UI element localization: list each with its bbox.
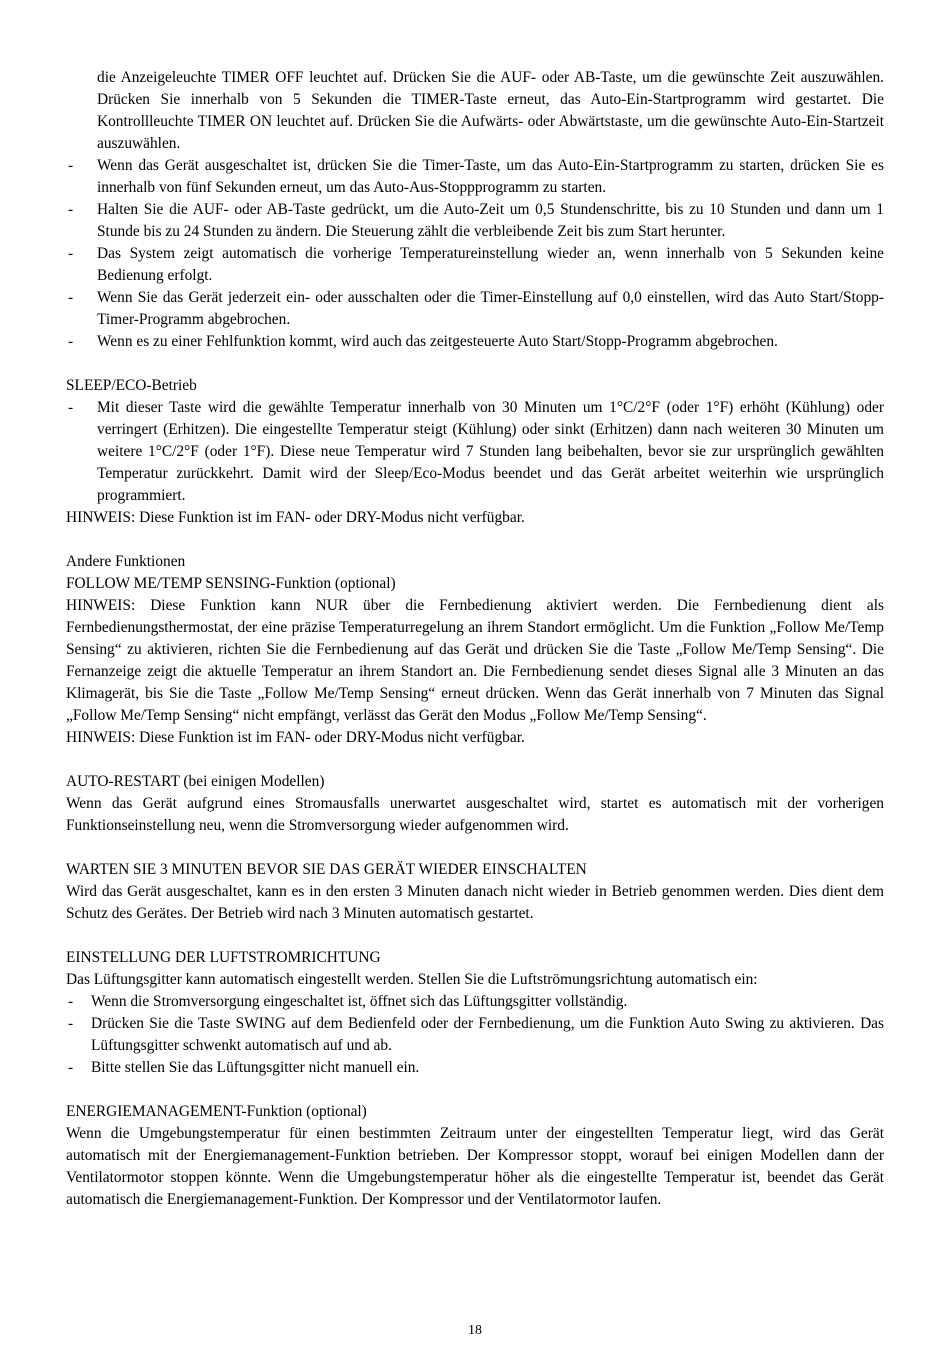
other-functions-heading: Andere Funktionen bbox=[66, 553, 186, 570]
list-item-text: Wenn das Gerät ausgeschaltet ist, drücken Sie die Timer-Taste, um das Auto-Ein-Startprogramm zu starten, drücken Sie es innerhalb von fünf Sekunden erneut, um das Auto-Aus-Stoppprogramm zu starten. bbox=[97, 157, 884, 196]
energy-management-paragraph: Wenn die Umgebungstemperatur für einen bestimmten Zeitraum unter der eingestellten Temperatur liegt, wird das Gerät automatisch mit der Energiemanagement-Funktion betrieben. Der Kompressor stoppt, worauf bei einigen Modellen dann der Ventilatormotor stoppen könnte. Wenn die Umgebungstemperatur höher als die eingestellte Temperatur ist, beendet das Gerät automatisch die Energiemanagement-Funktion. Der Kompressor und der Ventilatormotor laufen. bbox=[66, 1125, 884, 1208]
list-item bbox=[66, 243, 884, 287]
list-item-text: Das System zeigt automatisch die vorherige Temperatureinstellung wieder an, wenn innerhalb von 5 Sekunden keine Bedienung erfolgt. bbox=[97, 245, 884, 284]
list-item bbox=[66, 199, 884, 243]
list-item-text: Drücken Sie die Taste SWING auf dem Bedienfeld oder der Fernbedienung, um die Funktion Auto Swing zu aktivieren. Das Lüftungsgitter schwenkt automatisch auf und ab. bbox=[91, 1015, 884, 1054]
wait-3-minutes-paragraph: Wird das Gerät ausgeschaltet, kann es in den ersten 3 Minuten danach nicht wieder in Betrieb genommen werden. Dies dient dem Schutz des Gerätes. Der Betrieb wird nach 3 Minuten automatisch gestartet. bbox=[66, 883, 884, 922]
sleep-eco-description: Mit dieser Taste wird die gewählte Temperatur innerhalb von 30 Minuten um 1°C/2°F (oder 1°F) erhöht (Kühlung) oder verringert (Erhitzen). Die eingestellte Temperatur steigt (Kühlung) oder sinkt (Erhitzen) dann nach weiteren 30 Minuten um weitere 1°C/2°F (oder 1°F). Diese neue Temperatur wird 7 Stunden lang beibehalten, bevor sie zur ursprünglich gewählten Temperatur zurückkehrt. Damit wird der Sleep/Eco-Modus beendet und das Gerät arbeitet weiterhin wie ursprünglich programmiert. bbox=[97, 399, 884, 504]
bullet-dash: - bbox=[68, 289, 74, 306]
list-item-text: Wenn die Stromversorgung eingeschaltet ist, öffnet sich das Lüftungsgitter vollständig. bbox=[91, 993, 628, 1010]
wait-3-minutes-heading: WARTEN SIE 3 MINUTEN BEVOR SIE DAS GERÄT WIEDER EINSCHALTEN bbox=[66, 861, 587, 878]
list-item bbox=[66, 397, 884, 507]
list-item bbox=[66, 1057, 884, 1079]
airflow-paragraph: Das Lüftungsgitter kann automatisch eingestellt werden. Stellen Sie die Luftströmungsrichtung automatisch ein: bbox=[66, 971, 758, 988]
list-item-text: Halten Sie die AUF- oder AB-Taste gedrückt, um die Auto-Zeit um 0,5 Stundenschritte, bis zu 10 Stunden und dann um 1 Stunde bis zu 24 Stunden zu ändern. Die Steuerung zählt die verbleibende Zeit bis zum Start herunter. bbox=[97, 201, 884, 240]
auto-restart-heading: AUTO-RESTART (bei einigen Modellen) bbox=[66, 773, 325, 790]
bullet-dash: - bbox=[68, 399, 74, 416]
sleep-eco-heading: SLEEP/ECO-Betrieb bbox=[66, 377, 197, 394]
bullet-dash: - bbox=[68, 245, 74, 262]
airflow-bullet-list bbox=[66, 991, 884, 1079]
sleep-eco-note: HINWEIS: Diese Funktion ist im FAN- oder DRY-Modus nicht verfügbar. bbox=[66, 509, 525, 526]
list-item-text: Bitte stellen Sie das Lüftungsgitter nicht manuell ein. bbox=[91, 1059, 420, 1076]
auto-restart-paragraph: Wenn das Gerät aufgrund eines Stromausfalls unerwartet ausgeschaltet wird, startet es automatisch mit der vorherigen Funktionseinstellung neu, wenn die Stromversorgung wieder aufgenommen wird. bbox=[66, 795, 884, 834]
timer-bullet-list bbox=[66, 155, 884, 353]
timer-intro-paragraph: die Anzeigeleuchte TIMER OFF leuchtet auf. Drücken Sie die AUF- oder AB-Taste, um die gewünschte Zeit auszuwählen. Drücken Sie innerhalb von 5 Sekunden die TIMER-Taste erneut, das Auto-Ein-Startprogramm wird gestartet. Die Kontrollleuchte TIMER ON leuchtet auf. Drücken Sie die Aufwärts- oder Abwärtstaste, um die gewünschte Auto-Ein-Startzeit auszuwählen. bbox=[97, 69, 884, 152]
list-item bbox=[66, 155, 884, 199]
bullet-dash: - bbox=[68, 157, 74, 174]
energy-management-heading: ENERGIEMANAGEMENT-Funktion (optional) bbox=[66, 1103, 367, 1120]
document-page bbox=[66, 67, 884, 1211]
bullet-dash: - bbox=[68, 333, 74, 350]
bullet-dash: - bbox=[68, 201, 74, 218]
page-number: 18 bbox=[468, 1323, 482, 1338]
list-item-text: Wenn Sie das Gerät jederzeit ein- oder ausschalten oder die Timer-Einstellung auf 0,0 einstellen, wird das Auto Start/Stopp-Timer-Programm abgebrochen. bbox=[97, 289, 884, 328]
list-item-text: Wenn es zu einer Fehlfunktion kommt, wird auch das zeitgesteuerte Auto Start/Stopp-Programm abgebrochen. bbox=[97, 333, 778, 350]
follow-me-heading: FOLLOW ME/TEMP SENSING-Funktion (optional) bbox=[66, 575, 396, 592]
bullet-dash: - bbox=[68, 1015, 74, 1032]
list-item bbox=[66, 1013, 884, 1057]
list-item bbox=[66, 991, 884, 1013]
list-item bbox=[66, 331, 884, 353]
bullet-dash: - bbox=[68, 993, 74, 1010]
bullet-dash: - bbox=[68, 1059, 74, 1076]
follow-me-paragraph: HINWEIS: Diese Funktion kann NUR über die Fernbedienung aktiviert werden. Die Fernbedienung dient als Fernbedienungsthermostat, der eine präzise Temperaturregelung an ihrem Standort ermöglicht. Um die Funktion „Follow Me/Temp Sensing“ zu aktivieren, richten Sie die Fernbedienung auf das Gerät und drücken Sie die Taste „Follow Me/Temp Sensing“. Die Fernanzeige zeigt die aktuelle Temperatur an ihrem Standort an. Die Fernbedienung sendet dieses Signal alle 3 Minuten an das Klimagerät, bis Sie die Taste „Follow Me/Temp Sensing“ erneut drücken. Wenn das Gerät innerhalb von 7 Minuten das Signal „Follow Me/Temp Sensing“ nicht empfängt, verlässt das Gerät den Modus „Follow Me/Temp Sensing“. bbox=[66, 597, 884, 724]
airflow-heading: EINSTELLUNG DER LUFTSTROMRICHTUNG bbox=[66, 949, 381, 966]
follow-me-note: HINWEIS: Diese Funktion ist im FAN- oder DRY-Modus nicht verfügbar. bbox=[66, 729, 525, 746]
list-item bbox=[66, 287, 884, 331]
